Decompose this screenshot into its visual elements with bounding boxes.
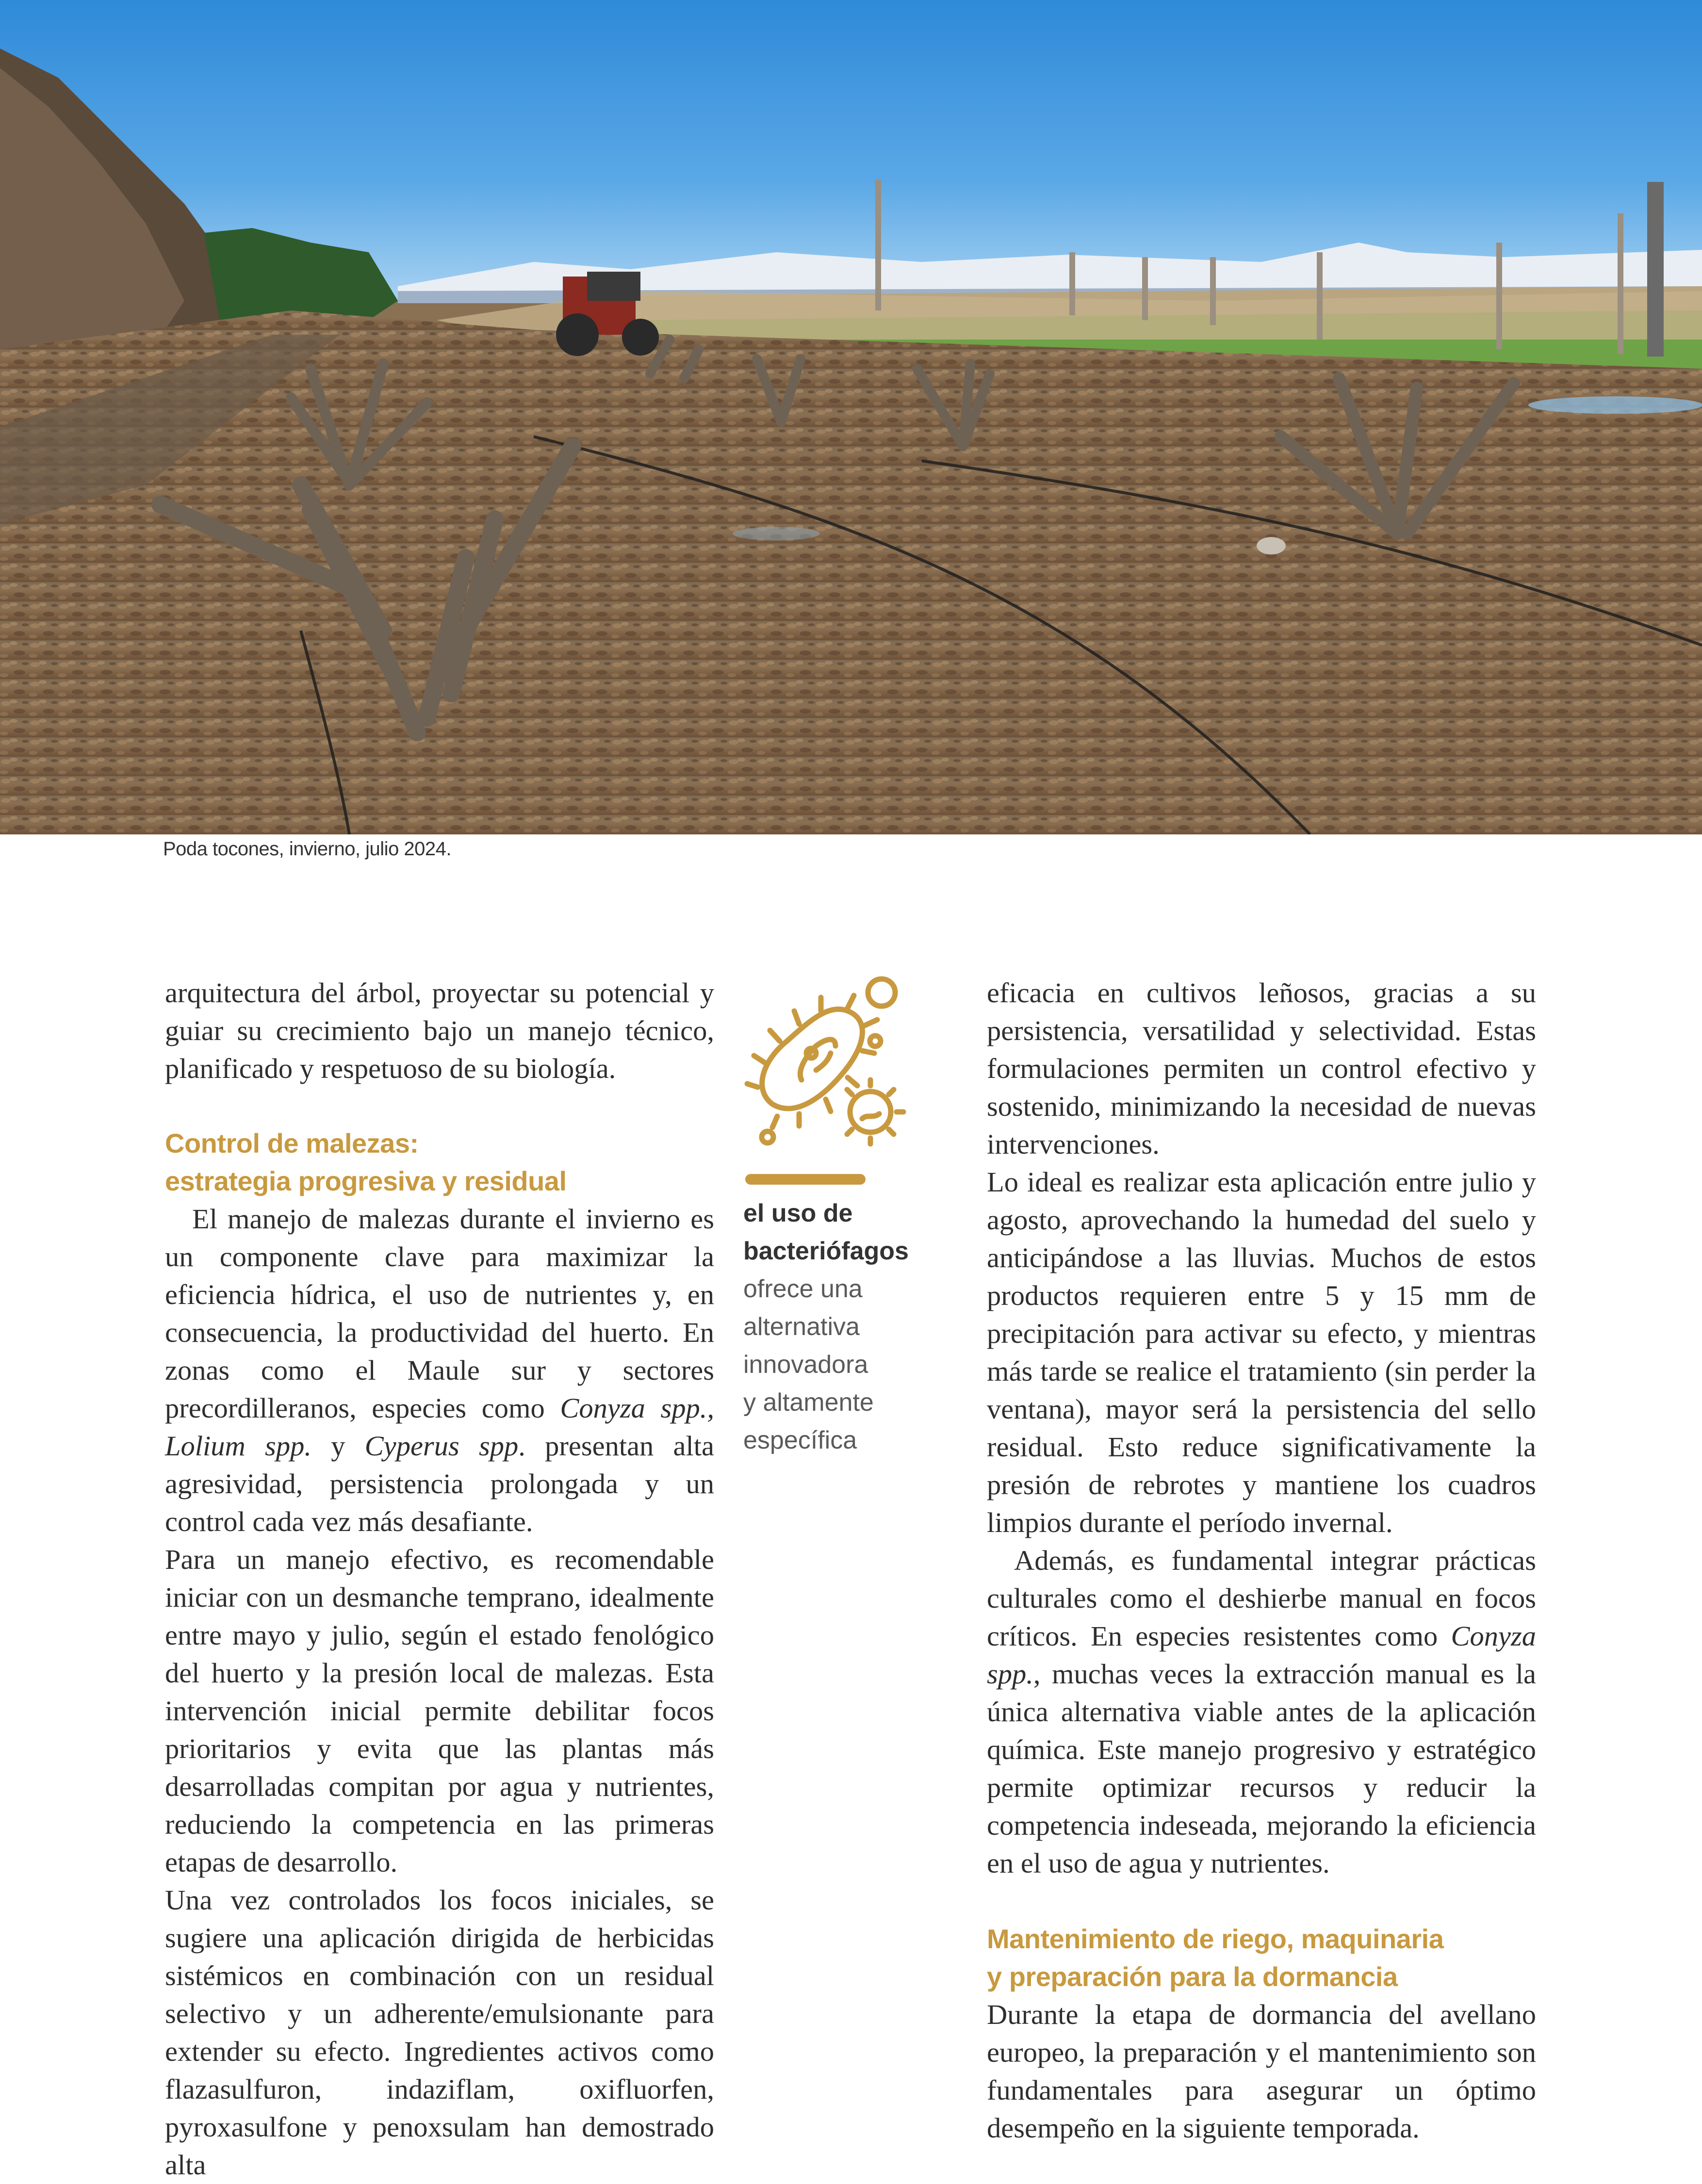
right-paragraph-1: eficacia en cultivos leñosos, gracias a su persistencia, versatilidad y selectividad. Estas formulaciones permiten un control efectivo y sostenido, minimizando la necesidad de nuevas intervenciones. [987,977,1536,1160]
heading-line-2: y preparación para la dormancia [987,1961,1398,1992]
sidebar-bold-1: el uso de [743,1199,853,1227]
accent-rule [745,1174,866,1185]
photo-caption: Poda tocones, invierno, julio 2024. [163,838,452,860]
section-heading-weeds [165,1125,714,1200]
sidebar-line-2: alternativa [743,1313,860,1341]
weeds-paragraph-2: Para un manejo efectivo, es recomendable iniciar con un desmanche temprano, idealmente entre mayo y julio, según el estado fenológico del huerto y la presión local de malezas. Esta intervención inicial permite debilitar focos prioritarios y evita que las plantas más desarrolladas compitan por agua y nutrientes, reduciendo la competencia en las primeras etapas de desarrollo. [165,1544,714,1878]
weeds-paragraph-3: Una vez controlados los focos iniciales, se sugiere una aplicación dirigida de herbicidas sistémicos en combinación con un residual selectivo y un adherente/emulsionante para extender su efecto. Ingredientes activos como flazasulfuron, indaziflam, oxifluorfen, pyroxasulfone y penoxsulam han demostrado alta [165,1884,714,2181]
right-paragraph-4: Durante la etapa de dormancia del avellano europeo, la preparación y el mantenimiento son fundamentales para asegurar un óptimo desempeño en la siguiente temporada. [987,1999,1536,2144]
right-paragraph-3: Además, es fundamental integrar prácticas culturales como el deshierbe manual en focos críticos. En especies resistentes como Conyza spp., muchas veces la extracción manual es la única alternativa viable antes de la aplicación química. Este manejo progresivo y estratégico permite optimizar recursos y reducir la competencia indeseada, mejorando la eficiencia en el uso de agua y nutrientes. [987,1545,1536,1879]
sidebar-bold-2: bacteriófagos [743,1237,909,1265]
sidebar-line-4: y altamente [743,1388,874,1417]
orchard-photo [0,0,1702,834]
sidebar-line-1: ofrece una [743,1275,863,1303]
right-paragraph-2: Lo ideal es realizar esta aplicación entre julio y agosto, aprovechando la humedad del suelo y anticipándose a las lluvias. Muchos de estos productos requieren entre 5 y 15 mm de precipitación para activar su efecto, y mientras más tarde se realice el tratamiento (sin perder la ventana), mayor será la persistencia del sello residual. Esto reduce significativamente la presión de rebrotes y mantiene los cuadros limpios durante el período invernal. [987,1166,1536,1538]
sidebar-quote [743,973,937,1459]
right-column [987,974,1536,2147]
sidebar-line-5: específica [743,1426,857,1454]
sidebar-line-3: innovadora [743,1351,868,1379]
weeds-paragraph-1: El manejo de malezas durante el invierno es un componente clave para maximizar la eficiencia hídrica, el uso de nutrientes y, en consecuencia, la productividad del huerto. En zonas como el Maule sur y sectores precordilleranos, especies como Conyza spp., Lolium spp. y Cyperus spp. presentan alta agresividad, persistencia prolongada y un control cada vez más desafiante. [165,1203,714,1537]
left-column [165,974,714,2184]
heading-line-1: Control de malezas: [165,1128,419,1158]
heading-line-1: Mantenimiento de riego, maquinaria [987,1923,1444,1954]
bacteria-icon [743,973,908,1157]
orchard-photo-illustration [0,0,1702,834]
intro-paragraph: arquitectura del árbol, proyectar su potencial y guiar su crecimiento bajo un manejo técnico, planificado y respetuoso de su biología. [165,977,714,1084]
heading-line-2: estrategia progresiva y residual [165,1166,567,1196]
section-heading-irrigation [987,1920,1536,1996]
